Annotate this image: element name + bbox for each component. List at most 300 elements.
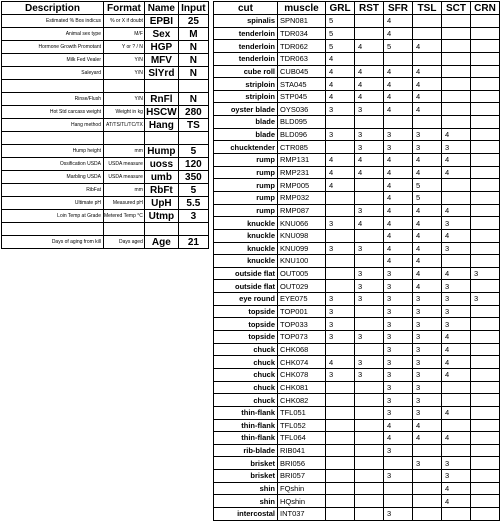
format-cell: Weight in kg xyxy=(104,106,145,119)
table-row xyxy=(214,242,500,255)
tsl-cell: 4 xyxy=(413,204,442,217)
header-sct: SCT xyxy=(442,2,471,15)
header-grl: GRL xyxy=(326,2,355,15)
sct-cell xyxy=(442,90,471,103)
sct-cell xyxy=(442,52,471,65)
crn-cell xyxy=(471,432,500,445)
table-row xyxy=(214,103,500,116)
input-cell[interactable] xyxy=(178,223,208,236)
cut-cell: chuck xyxy=(214,343,278,356)
crn-cell xyxy=(471,394,500,407)
muscle-cell: RIB041 xyxy=(278,444,326,457)
sct-cell xyxy=(442,78,471,91)
table-row xyxy=(2,223,209,236)
rst-cell xyxy=(355,179,384,192)
sct-cell: 4 xyxy=(442,128,471,141)
rst-cell: 4 xyxy=(355,78,384,91)
grl-cell: 3 xyxy=(326,103,355,116)
header-rst: RST xyxy=(355,2,384,15)
sfr-cell: 3 xyxy=(384,280,413,293)
rst-cell: 3 xyxy=(355,242,384,255)
sfr-cell: 4 xyxy=(384,154,413,167)
muscle-cell: TFL052 xyxy=(278,419,326,432)
table-row xyxy=(2,67,209,80)
tsl-cell: 4 xyxy=(413,103,442,116)
cut-cell: shin xyxy=(214,495,278,508)
input-cell[interactable]: 21 xyxy=(178,236,208,249)
grl-cell xyxy=(326,470,355,483)
sct-cell: 3 xyxy=(442,318,471,331)
description-cell xyxy=(2,132,104,145)
table-row xyxy=(2,171,209,184)
tsl-cell: 4 xyxy=(413,217,442,230)
sfr-cell: 4 xyxy=(384,432,413,445)
table-row xyxy=(2,54,209,67)
tsl-cell xyxy=(413,495,442,508)
crn-cell xyxy=(471,65,500,78)
sct-cell: 4 xyxy=(442,166,471,179)
table-row xyxy=(214,293,500,306)
input-cell[interactable]: TS xyxy=(178,119,208,132)
sfr-cell: 4 xyxy=(384,179,413,192)
rst-cell xyxy=(355,191,384,204)
cut-cell: outside flat xyxy=(214,280,278,293)
crn-cell xyxy=(471,495,500,508)
cut-cell: chuck xyxy=(214,368,278,381)
table-row xyxy=(214,444,500,457)
header-tsl: TSL xyxy=(413,2,442,15)
rst-cell: 4 xyxy=(355,65,384,78)
sfr-cell: 3 xyxy=(384,368,413,381)
input-cell[interactable]: M xyxy=(178,28,208,41)
table-row xyxy=(214,305,500,318)
sfr-cell: 3 xyxy=(384,267,413,280)
table-row xyxy=(214,65,500,78)
table-row xyxy=(214,267,500,280)
table-row xyxy=(214,255,500,268)
sct-cell: 4 xyxy=(442,368,471,381)
sfr-cell: 4 xyxy=(384,255,413,268)
rst-cell xyxy=(355,27,384,40)
table-row xyxy=(214,229,500,242)
table-row xyxy=(214,280,500,293)
table-row xyxy=(214,394,500,407)
tsl-cell: 3 xyxy=(413,305,442,318)
input-cell[interactable]: 280 xyxy=(178,106,208,119)
cut-cell: thin-flank xyxy=(214,432,278,445)
cut-cell: outside flat xyxy=(214,267,278,280)
name-cell: MFV xyxy=(144,54,178,67)
table-row xyxy=(214,457,500,470)
cut-cell: chucktender xyxy=(214,141,278,154)
format-cell: Y or ? / N xyxy=(104,41,145,54)
description-cell: Marbling USDA xyxy=(2,171,104,184)
grl-cell: 3 xyxy=(326,368,355,381)
input-table xyxy=(1,1,209,249)
header-description: Description xyxy=(2,2,104,15)
table-row xyxy=(214,432,500,445)
crn-cell xyxy=(471,78,500,91)
cut-cell: striploin xyxy=(214,78,278,91)
rst-cell: 4 xyxy=(355,166,384,179)
rst-cell: 3 xyxy=(355,368,384,381)
crn-cell xyxy=(471,457,500,470)
sct-cell: 3 xyxy=(442,141,471,154)
header-muscle: muscle xyxy=(278,2,326,15)
sct-cell xyxy=(442,179,471,192)
name-cell: Utmp xyxy=(144,210,178,223)
sct-cell: 3 xyxy=(442,305,471,318)
muscle-cell: RMP231 xyxy=(278,166,326,179)
name-cell: RbFt xyxy=(144,184,178,197)
crn-cell xyxy=(471,444,500,457)
cut-cell: chuck xyxy=(214,394,278,407)
input-cell[interactable]: N xyxy=(178,54,208,67)
table-row xyxy=(214,470,500,483)
table-row xyxy=(214,495,500,508)
tsl-cell: 4 xyxy=(413,229,442,242)
sfr-cell: 4 xyxy=(384,78,413,91)
format-cell: % or X if doubt xyxy=(104,15,145,28)
muscle-cell: CHK074 xyxy=(278,356,326,369)
sct-cell xyxy=(442,15,471,28)
description-cell xyxy=(2,223,104,236)
cut-cell: spinalis xyxy=(214,15,278,28)
cut-cell: knuckle xyxy=(214,217,278,230)
tsl-cell: 4 xyxy=(413,242,442,255)
sfr-cell xyxy=(384,482,413,495)
sct-cell: 4 xyxy=(442,267,471,280)
name-cell: Sex xyxy=(144,28,178,41)
tsl-cell: 4 xyxy=(413,154,442,167)
input-cell[interactable]: 5 xyxy=(178,184,208,197)
rst-cell xyxy=(355,495,384,508)
muscle-cell: BLD095 xyxy=(278,116,326,129)
tsl-cell: 4 xyxy=(413,255,442,268)
sct-cell: 3 xyxy=(442,242,471,255)
tsl-cell: 4 xyxy=(413,40,442,53)
grl-cell: 3 xyxy=(326,305,355,318)
tsl-cell: 4 xyxy=(413,90,442,103)
table-row xyxy=(2,158,209,171)
table-row xyxy=(2,41,209,54)
sct-cell xyxy=(442,116,471,129)
input-cell[interactable]: 350 xyxy=(178,171,208,184)
grl-cell: 3 xyxy=(326,293,355,306)
name-cell: RnFl xyxy=(144,93,178,106)
grl-cell xyxy=(326,267,355,280)
crn-cell xyxy=(471,217,500,230)
description-cell: Days of aging from kill xyxy=(2,236,104,249)
eating-quality-table xyxy=(213,1,500,521)
header-sfr: SFR xyxy=(384,2,413,15)
sfr-cell: 3 xyxy=(384,444,413,457)
crn-cell xyxy=(471,229,500,242)
table-row xyxy=(214,356,500,369)
sfr-cell: 3 xyxy=(384,318,413,331)
crn-cell xyxy=(471,90,500,103)
rst-cell xyxy=(355,432,384,445)
table-row xyxy=(2,132,209,145)
table-row xyxy=(2,15,209,28)
grl-cell xyxy=(326,141,355,154)
sct-cell xyxy=(442,381,471,394)
crn-cell xyxy=(471,27,500,40)
input-cell[interactable] xyxy=(178,132,208,145)
crn-cell xyxy=(471,406,500,419)
tsl-cell: 3 xyxy=(413,356,442,369)
cut-cell: rump xyxy=(214,179,278,192)
table-row xyxy=(214,15,500,28)
cut-cell: topside xyxy=(214,331,278,344)
sfr-cell: 4 xyxy=(384,242,413,255)
rst-cell xyxy=(355,419,384,432)
grl-cell: 3 xyxy=(326,318,355,331)
rst-cell xyxy=(355,343,384,356)
rst-cell xyxy=(355,52,384,65)
muscle-cell: KNU066 xyxy=(278,217,326,230)
sct-cell: 3 xyxy=(442,217,471,230)
input-cell[interactable]: 5 xyxy=(178,145,208,158)
muscle-cell: TOP073 xyxy=(278,331,326,344)
rst-cell xyxy=(355,457,384,470)
table-row xyxy=(2,28,209,41)
description-cell: Animal sex type xyxy=(2,28,104,41)
muscle-cell: STP045 xyxy=(278,90,326,103)
muscle-cell: TDR063 xyxy=(278,52,326,65)
grl-cell: 5 xyxy=(326,15,355,28)
crn-cell xyxy=(471,368,500,381)
grl-cell xyxy=(326,406,355,419)
format-cell xyxy=(104,223,145,236)
crn-cell xyxy=(471,15,500,28)
muscle-cell: TOP001 xyxy=(278,305,326,318)
table-row xyxy=(214,204,500,217)
muscle-cell: CHK082 xyxy=(278,394,326,407)
muscle-cell: SPN081 xyxy=(278,15,326,28)
sfr-cell: 3 xyxy=(384,141,413,154)
grl-cell xyxy=(326,394,355,407)
tsl-cell: 4 xyxy=(413,166,442,179)
table-row xyxy=(214,52,500,65)
cut-cell: blade xyxy=(214,128,278,141)
input-cell[interactable]: 25 xyxy=(178,15,208,28)
sct-cell xyxy=(442,419,471,432)
format-cell: Y/N xyxy=(104,93,145,106)
cut-cell: eye round xyxy=(214,293,278,306)
table-row xyxy=(214,419,500,432)
tsl-cell: 5 xyxy=(413,179,442,192)
table-row xyxy=(214,154,500,167)
sfr-cell: 3 xyxy=(384,331,413,344)
sfr-cell: 4 xyxy=(384,191,413,204)
muscle-cell: CHK068 xyxy=(278,343,326,356)
grl-cell xyxy=(326,343,355,356)
grl-cell: 4 xyxy=(326,90,355,103)
muscle-cell: OUT005 xyxy=(278,267,326,280)
format-cell: USDA measure xyxy=(104,158,145,171)
description-cell: Estimated % Bos indicus xyxy=(2,15,104,28)
muscle-cell: RMP131 xyxy=(278,154,326,167)
muscle-cell: OUT029 xyxy=(278,280,326,293)
muscle-cell: FQshin xyxy=(278,482,326,495)
table-row xyxy=(2,197,209,210)
tsl-cell: 4 xyxy=(413,65,442,78)
muscle-cell: RMP005 xyxy=(278,179,326,192)
cut-cell: rib-blade xyxy=(214,444,278,457)
table-row xyxy=(214,179,500,192)
grl-cell: 3 xyxy=(326,331,355,344)
tsl-cell: 5 xyxy=(413,191,442,204)
rst-cell xyxy=(355,507,384,520)
grl-cell xyxy=(326,116,355,129)
tsl-cell: 4 xyxy=(413,280,442,293)
cut-cell: thin-flank xyxy=(214,419,278,432)
crn-cell xyxy=(471,507,500,520)
muscle-cell: BLD096 xyxy=(278,128,326,141)
grl-cell: 4 xyxy=(326,356,355,369)
name-cell: Age xyxy=(144,236,178,249)
format-cell xyxy=(104,132,145,145)
description-cell: RibFat xyxy=(2,184,104,197)
sfr-cell xyxy=(384,457,413,470)
input-cell[interactable]: 120 xyxy=(178,158,208,171)
name-cell: SlYrd xyxy=(144,67,178,80)
header-cut: cut xyxy=(214,2,278,15)
rst-cell: 3 xyxy=(355,141,384,154)
name-cell xyxy=(144,132,178,145)
grl-cell: 4 xyxy=(326,154,355,167)
input-cell[interactable]: N xyxy=(178,41,208,54)
muscle-cell: KNU099 xyxy=(278,242,326,255)
sct-cell: 3 xyxy=(442,470,471,483)
rst-cell: 4 xyxy=(355,154,384,167)
description-cell: Hot Std carcass weight xyxy=(2,106,104,119)
crn-cell xyxy=(471,419,500,432)
muscle-cell: TFL051 xyxy=(278,406,326,419)
grl-cell xyxy=(326,507,355,520)
crn-cell xyxy=(471,280,500,293)
rst-cell: 3 xyxy=(355,356,384,369)
grl-cell xyxy=(326,482,355,495)
input-cell[interactable] xyxy=(178,80,208,93)
tsl-cell xyxy=(413,482,442,495)
sfr-cell: 4 xyxy=(384,65,413,78)
tsl-cell: 3 xyxy=(413,406,442,419)
muscle-cell: BRI056 xyxy=(278,457,326,470)
cut-cell: rump xyxy=(214,154,278,167)
sct-cell: 3 xyxy=(442,280,471,293)
tsl-cell: 3 xyxy=(413,293,442,306)
input-cell[interactable]: N xyxy=(178,67,208,80)
crn-cell xyxy=(471,482,500,495)
tsl-cell: 3 xyxy=(413,128,442,141)
crn-cell xyxy=(471,381,500,394)
format-cell: AT/TS/TL/TC/TX xyxy=(104,119,145,132)
muscle-cell: OYS036 xyxy=(278,103,326,116)
input-cell[interactable]: 5.5 xyxy=(178,197,208,210)
input-table-header xyxy=(2,2,209,15)
sfr-cell: 4 xyxy=(384,229,413,242)
muscle-cell: BRI057 xyxy=(278,470,326,483)
sfr-cell: 3 xyxy=(384,394,413,407)
sct-cell xyxy=(442,27,471,40)
table-row xyxy=(214,507,500,520)
tsl-cell xyxy=(413,444,442,457)
cut-cell: cube roll xyxy=(214,65,278,78)
name-cell: Hang xyxy=(144,119,178,132)
grl-cell: 3 xyxy=(326,217,355,230)
name-cell xyxy=(144,80,178,93)
rst-cell: 3 xyxy=(355,293,384,306)
muscle-cell: RMP032 xyxy=(278,191,326,204)
grl-cell xyxy=(326,204,355,217)
tsl-cell: 3 xyxy=(413,141,442,154)
muscle-cell: TDR034 xyxy=(278,27,326,40)
rst-cell xyxy=(355,470,384,483)
format-cell: Days aged xyxy=(104,236,145,249)
sfr-cell: 5 xyxy=(384,40,413,53)
muscle-cell: EYE075 xyxy=(278,293,326,306)
sct-cell xyxy=(442,65,471,78)
table-row xyxy=(214,217,500,230)
rst-cell xyxy=(355,305,384,318)
table-row xyxy=(214,40,500,53)
crn-cell xyxy=(471,116,500,129)
tsl-cell xyxy=(413,52,442,65)
description-cell: Ultimate pH xyxy=(2,197,104,210)
grl-cell: 4 xyxy=(326,65,355,78)
sct-cell xyxy=(442,444,471,457)
table-row xyxy=(2,145,209,158)
sct-cell: 4 xyxy=(442,154,471,167)
grl-cell xyxy=(326,229,355,242)
muscle-cell: TDR062 xyxy=(278,40,326,53)
name-cell xyxy=(144,223,178,236)
cut-cell: tenderloin xyxy=(214,40,278,53)
sct-cell xyxy=(442,103,471,116)
table-row xyxy=(2,93,209,106)
sfr-cell: 3 xyxy=(384,305,413,318)
input-cell[interactable]: 3 xyxy=(178,210,208,223)
tsl-cell xyxy=(413,116,442,129)
crn-cell xyxy=(471,331,500,344)
description-cell: Hormone Growth Promotant xyxy=(2,41,104,54)
grl-cell: 5 xyxy=(326,40,355,53)
cut-cell: tenderloin xyxy=(214,27,278,40)
sfr-cell xyxy=(384,495,413,508)
sct-cell xyxy=(442,255,471,268)
table-row xyxy=(214,331,500,344)
input-cell[interactable]: N xyxy=(178,93,208,106)
grl-cell xyxy=(326,495,355,508)
crn-cell xyxy=(471,141,500,154)
grl-cell: 5 xyxy=(326,27,355,40)
table-row xyxy=(2,80,209,93)
sct-cell: 3 xyxy=(442,457,471,470)
description-cell: Milk Fed Vealer xyxy=(2,54,104,67)
sct-cell xyxy=(442,40,471,53)
table-row xyxy=(214,166,500,179)
sct-cell: 4 xyxy=(442,432,471,445)
crn-cell xyxy=(471,191,500,204)
sfr-cell: 3 xyxy=(384,470,413,483)
sfr-cell: 4 xyxy=(384,419,413,432)
crn-cell xyxy=(471,242,500,255)
grl-cell xyxy=(326,444,355,457)
sfr-cell: 4 xyxy=(384,27,413,40)
sct-cell: 4 xyxy=(442,495,471,508)
